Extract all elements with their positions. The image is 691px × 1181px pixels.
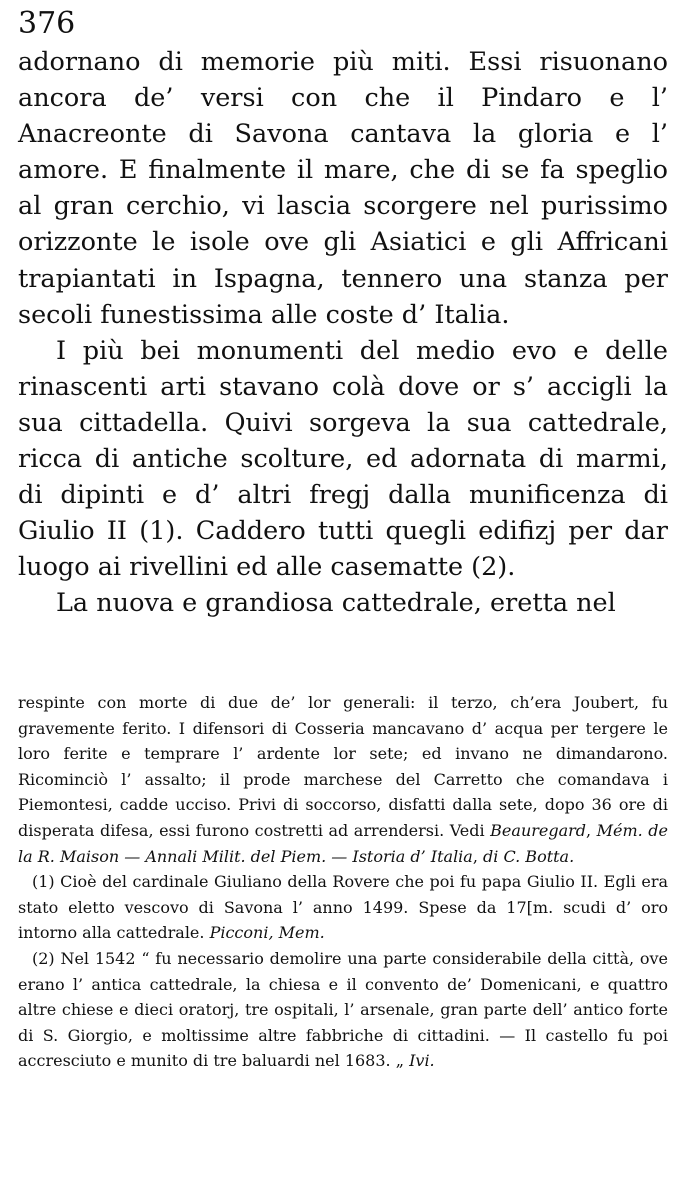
main-paragraph-2: I più bei monumenti del medio evo e delle rinascenti arti stavano colà dove or s’ accigli la sua cittadella. Quivi sorgeva la sua cattedrale, ricca di antiche scolture, ed adornata di marmi, di dipinti e d’ altri fregj dalla munificenza di Giulio II (1). Caddero tutti quegli edifizj per dar luogo ai rivellini ed alle casematte (2). (18, 335, 668, 583)
footnote-continued-text: respinte con morte di due de’ lor generali: il terzo, ch’era Joubert, fu gravemente ferito. I difensori di Cosseria mancavano d’ acqua per tergere le loro ferite e temprare l’ ardente lor sete; ed invano ne dimandarono. Ricominciò l’ assalto; il prode marchese del Carretto che comandava i Piemontesi, cadde ucciso. Privi di soccorso, disfatti dalla sete, dopo 36 ore di disperata difesa, essi furono costretti ad arrendersi. Vedi (18, 693, 668, 840)
main-text (18, 44, 668, 622)
footnote-1-citation: Picconi, Mem. (209, 923, 325, 943)
footnotes (18, 690, 668, 1074)
footnote-2-text: (2) Nel 1542 “ fu necessario demolire una parte considerabile della città, ove erano l’ antica cattedrale, la chiesa e il convento de’ Domenicani, e quattro altre chiese e dieci oratorj, tre ospitali, l’ arsenale, gran parte dell’ antico forte di S. Giorgio, e moltissime altre fabbriche di cittadini. — Il castello fu poi accresciuto e munito di tre baluardi nel 1683. „ (18, 948, 668, 1071)
footnote-2 (18, 946, 668, 1074)
footnote-1-text: (1) Cioè del cardinale Giuliano della Rovere che poi fu papa Giulio II. Egli era stato eletto vescovo di Savona l’ anno 1499. Spese da 17[m. scudi d’ oro intorno alla cattedrale. (18, 872, 668, 943)
citation-separator: , (472, 846, 484, 866)
main-paragraph-3: La nuova e grandiosa cattedrale, eretta nel (56, 588, 616, 619)
main-paragraph-1: adornano di memorie più miti. Essi risuonano ancora de’ versi con che il Pindaro e l’ Anacreonte di Savona cantava la gloria e l’ amore. E finalmente il mare, che di se fa speglio al gran cerchio, vi lascia scorgere nel purissimo orizzonte le isole ove gli Asiatici e gli Affricani trapiantati in Ispagna, tennero una stanza per secoli funestissima alle coste d’ Italia. (18, 47, 668, 330)
page-number: 376 (18, 6, 76, 41)
citation-works: Mém. de la R. Maison — Annali Milit. del Piem. — Istoria d’ Italia (18, 820, 669, 866)
footnote-continued (18, 690, 668, 869)
citation-botta: di C. Botta. (483, 846, 575, 866)
citation-beauregard: Beauregard (490, 820, 587, 840)
footnote-2-citation: Ivi. (409, 1051, 435, 1071)
citation-separator: , (586, 820, 597, 840)
footnote-1 (18, 869, 668, 946)
